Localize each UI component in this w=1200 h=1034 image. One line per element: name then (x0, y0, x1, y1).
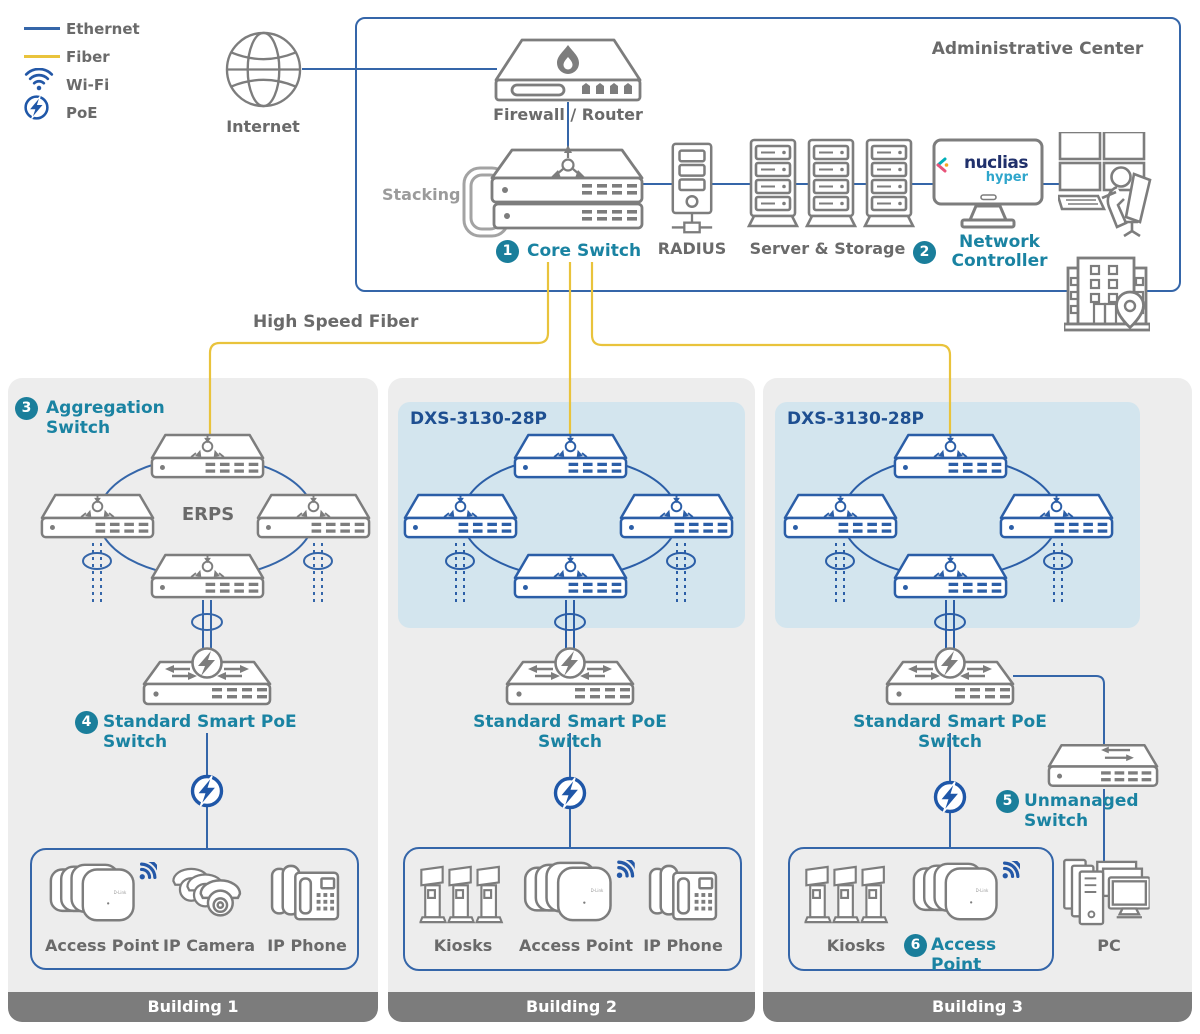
stacking-label: Stacking (382, 185, 461, 204)
device-label: Access Point (931, 935, 997, 975)
radius-label: RADIUS (657, 239, 727, 258)
device-label: Access Point (518, 936, 634, 955)
radius-server-icon (669, 142, 715, 238)
kiosks-icon (418, 864, 508, 926)
ring-switch-icon (150, 553, 265, 601)
ring-switch-icon (40, 493, 155, 541)
ip-phone-icon (648, 864, 718, 926)
legend-fiber-line (24, 55, 60, 58)
access-point-badge: 6 (904, 934, 927, 957)
poe-icon (552, 775, 588, 811)
ring-switch-icon (893, 433, 1008, 481)
poe-icon (932, 779, 968, 815)
internet-globe-icon (224, 30, 303, 109)
aggregation-switch-label: Aggregation Switch (46, 398, 165, 438)
device-label: PC (1097, 936, 1121, 955)
core-switch-badge: 1 (496, 240, 519, 263)
ap-brand-text: D-Link (590, 888, 604, 893)
ring-switch-icon (619, 493, 734, 541)
ip-phone-icon (270, 864, 340, 926)
legend-poe-label: PoE (66, 104, 98, 122)
legend-ethernet-line (24, 27, 60, 30)
device-label: Access Point (44, 936, 160, 955)
nuclias-logo (948, 153, 1028, 185)
ring-switch-icon (513, 433, 628, 481)
network-controller-badge: 2 (913, 241, 936, 264)
unmanaged-switch-label: Unmanaged Switch (1024, 791, 1139, 831)
ap-brand-text: D-Link (975, 888, 989, 893)
network-controller-label: Network Controller (951, 232, 1048, 271)
poe-switch-icon (503, 646, 637, 708)
server-icon (746, 138, 800, 232)
device-label: Kiosks (433, 936, 493, 955)
legend-ethernet-label: Ethernet (66, 20, 140, 38)
access-point-icon (523, 860, 635, 924)
ring-switch-icon (783, 493, 898, 541)
ring-switch-icon (256, 493, 371, 541)
ring-switch-icon (513, 553, 628, 601)
access-point-icon (48, 862, 158, 924)
poe-switch-icon (140, 646, 274, 708)
poe-switch-icon (883, 646, 1017, 708)
ring-switch-icon (403, 493, 518, 541)
device-label: IP Phone (267, 936, 347, 955)
aggregation-switch-badge: 3 (15, 397, 38, 420)
legend-fiber-label: Fiber (66, 48, 110, 66)
firewall-router-label: Firewall / Router (493, 105, 643, 124)
ring-switch-icon (893, 553, 1008, 601)
high-speed-fiber-label: High Speed Fiber (253, 312, 419, 332)
firewall-router-icon (492, 38, 644, 102)
poe-switch-label: Standard Smart PoE Switch (853, 712, 1047, 752)
access-point-icon (912, 860, 1020, 924)
building-3-footer: Building 3 (763, 992, 1192, 1022)
campus-building-icon (1064, 252, 1150, 332)
device-label: Kiosks (826, 936, 886, 955)
server-icon (862, 138, 916, 232)
dxs-model-label: DXS-3130-28P (410, 409, 548, 429)
poe-icon (23, 94, 50, 121)
legend-wifi-label: Wi-Fi (66, 76, 110, 94)
pc-icon (1062, 858, 1150, 926)
unmanaged-switch-icon (1047, 743, 1159, 788)
internet-label: Internet (226, 117, 300, 136)
unmanaged-switch-badge: 5 (996, 790, 1019, 813)
dxs-model-label: DXS-3130-28P (787, 409, 925, 429)
nuclias-chevron-icon (934, 157, 948, 173)
erps-label: ERPS (181, 504, 235, 525)
nuclias-logo-text: nuclias (963, 153, 1028, 173)
poe-switch-label: Standard Smart PoE Switch (473, 712, 667, 752)
poe-icon (189, 773, 225, 809)
server-storage-label: Server & Storage (749, 239, 906, 258)
admin-center-title: Administrative Center (931, 39, 1144, 59)
poe-switch-label: Standard Smart PoE Switch (103, 712, 297, 752)
ring-switch-icon (150, 433, 265, 481)
ip-camera-icon (170, 866, 248, 926)
wifi-icon (24, 68, 54, 92)
kiosks-icon (803, 864, 893, 926)
ring-switch-icon (999, 493, 1114, 541)
core-switch-label: Core Switch (527, 241, 642, 261)
building-1-footer: Building 1 (8, 992, 378, 1022)
poe-switch-badge: 4 (75, 711, 98, 734)
operator-icon (1058, 132, 1153, 240)
device-label: IP Camera (163, 936, 255, 955)
device-label: IP Phone (643, 936, 723, 955)
core-switch-icon (458, 138, 658, 238)
nuclias-hyper-text: hyper (985, 170, 1028, 185)
building-2-footer: Building 2 (388, 992, 755, 1022)
server-icon (804, 138, 858, 232)
ap-brand-text: D-Link (113, 890, 127, 895)
